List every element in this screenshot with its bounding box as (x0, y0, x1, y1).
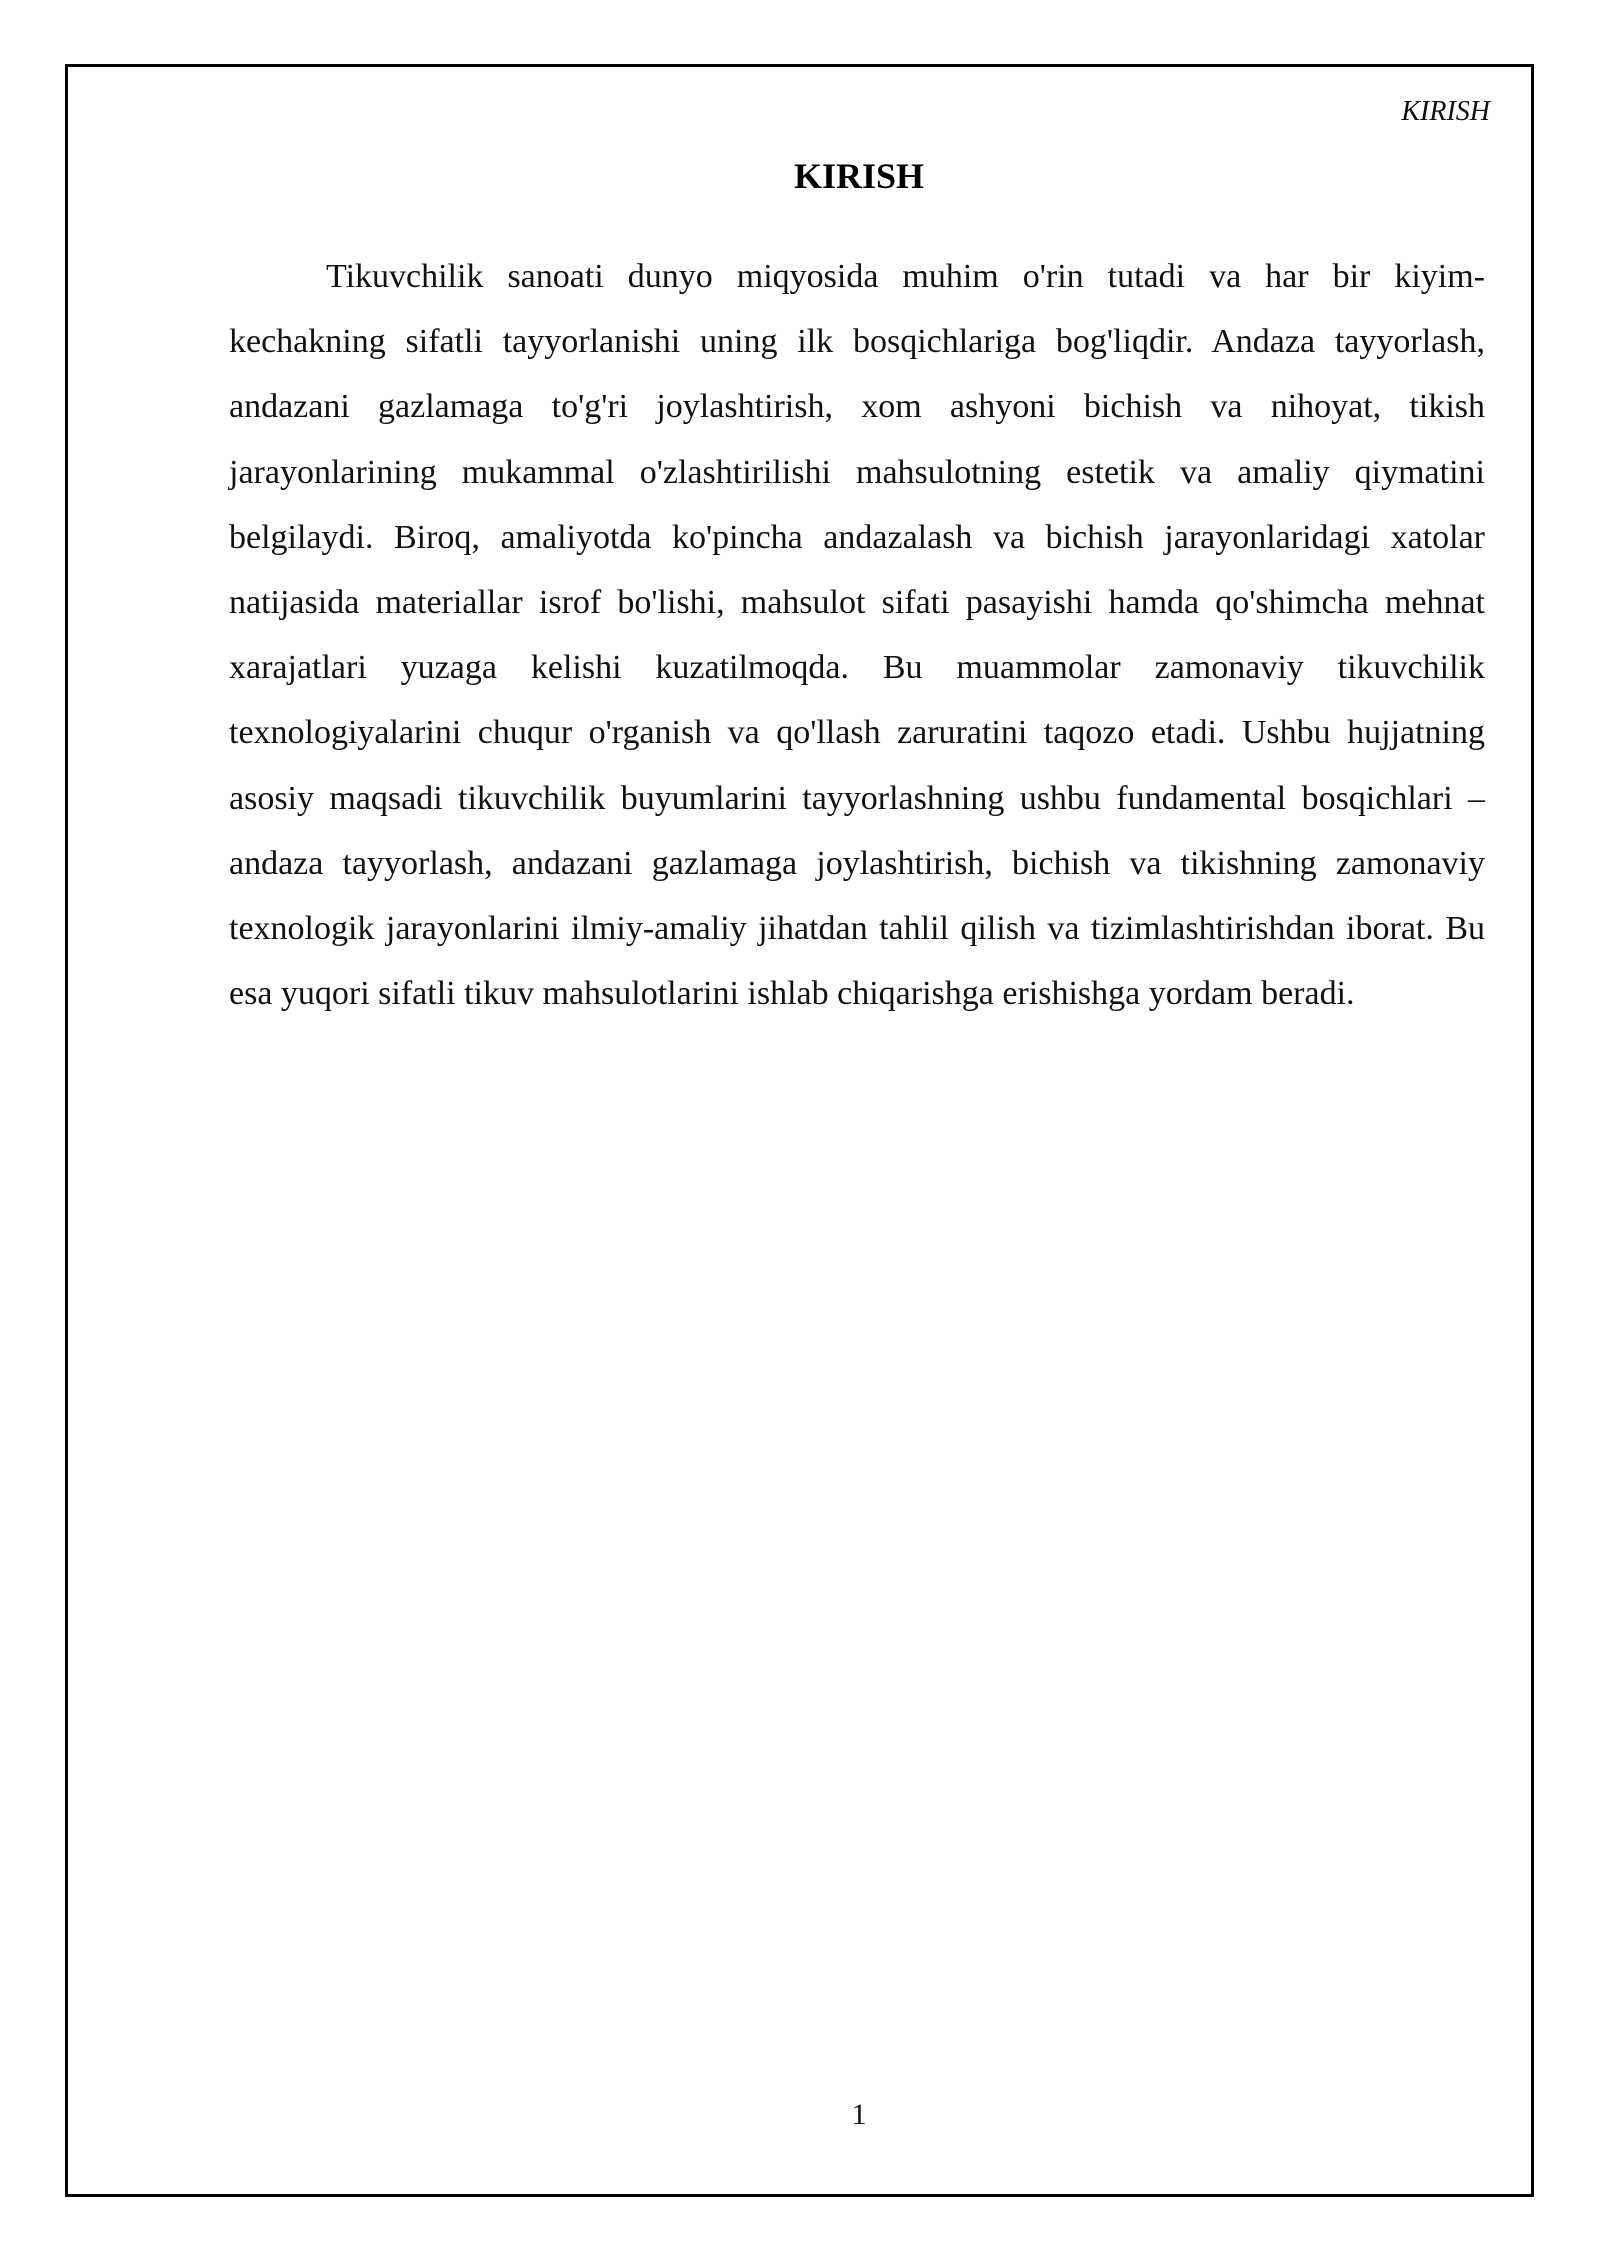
page-title: KIRISH (793, 156, 925, 196)
body-paragraph: Tikuvchilik sanoati dunyo miqyosida muhim o'rin tutadi va har bir kiyim-kechakning sifatli tayyorlanishi uning ilk bosqichlariga bog'liqdir. Andaza tayyorlash, andazani gazlamaga to'g'ri joylashtirish, xom ashyoni bichish va nihoyat, tikish jarayonlarining mukammal o'zlashtirilishi mahsulotning estetik va amaliy qiymatini belgilaydi. Biroq, amaliyotda ko'pincha andazalash va bichish jarayonlaridagi xatolar natijasida materiallar isrof bo'lishi, mahsulot sifati pasayishi hamda qo'shimcha mehnat xarajatlari yuzaga kelishi kuzatilmoqda. Bu muammolar zamonaviy tikuvchilik texnologiyalarini chuqur o'rganish va qo'llash zaruratini taqozo etadi. Ushbu hujjatning asosiy maqsadi tikuvchilik buyumlarini tayyorlashning ushbu fundamental bosqichlari – andaza tayyorlash, andazani gazlamaga joylashtirish, bichish va tikishning zamonaviy texnologik jarayonlarini ilmiy-amaliy jihatdan tahlil qilish va tizimlashtirishdan iborat. Bu esa yuqori sifatli tikuv mahsulotlarini ishlab chiqarishga erishishga yordam beradi. (229, 258, 1485, 1013)
running-header: KIRISH (1401, 96, 1490, 127)
page-number: 1 (851, 2098, 867, 2131)
